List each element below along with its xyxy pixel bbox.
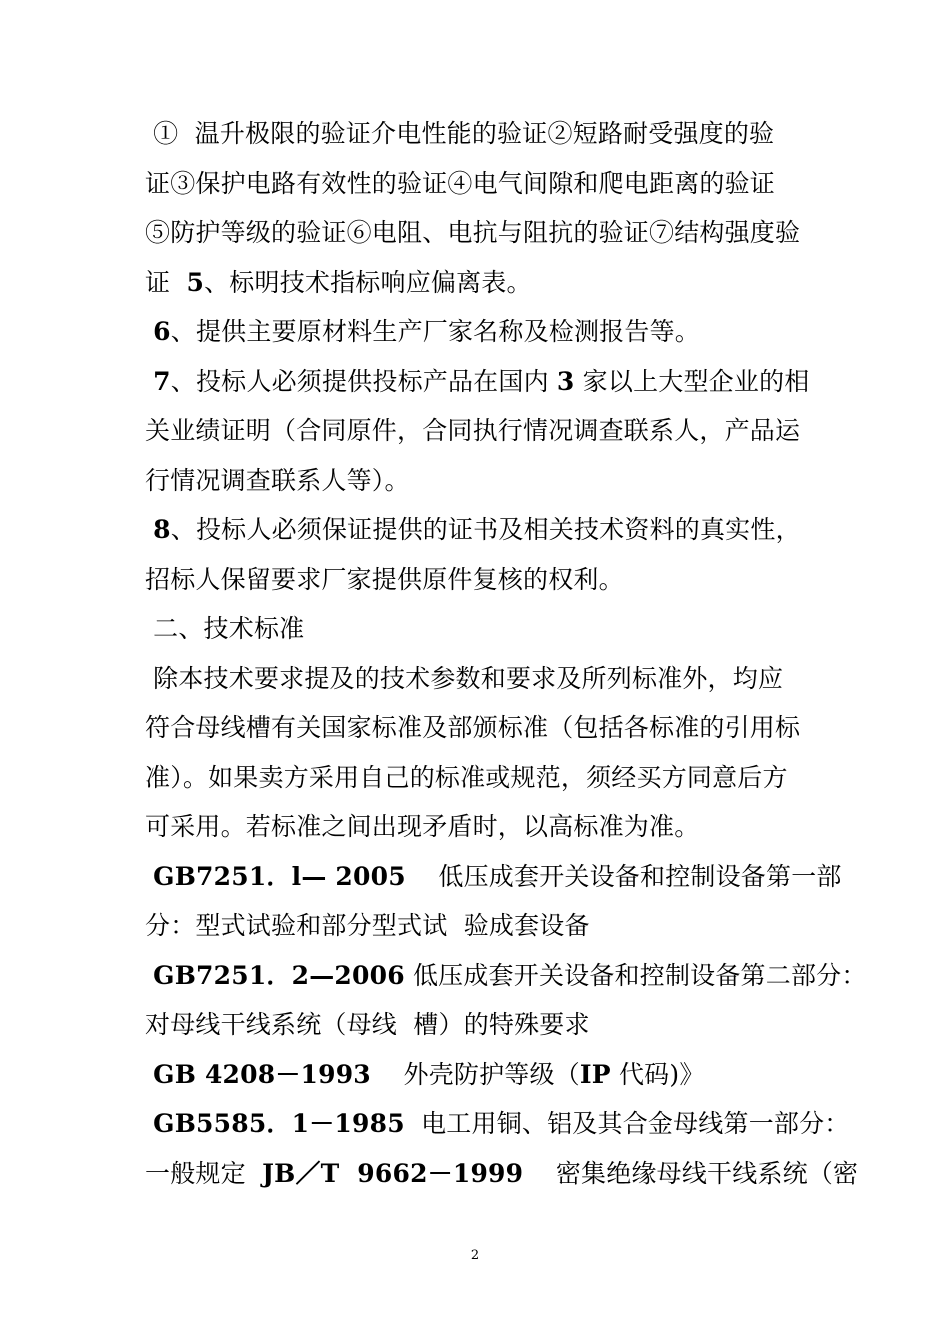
text-segment: 、提供主要原材料生产厂家名称及检测报告等。 bbox=[170, 317, 700, 346]
text-line bbox=[145, 414, 800, 448]
text-line bbox=[145, 612, 304, 646]
text-segment: 、标明技术指标响应偏离表。 bbox=[204, 268, 532, 297]
text-line bbox=[145, 117, 774, 151]
text-segment: 分：型式试验和部分型式试 验成套设备 bbox=[145, 911, 590, 940]
text-segment: 电工用铜、铝及其合金母线第一部分： bbox=[404, 1109, 850, 1138]
text-segment: 行情况调查联系人等）。 bbox=[145, 466, 410, 495]
text-line bbox=[145, 464, 410, 498]
text-segment: ⑤防护等级的验证⑥电阻、电抗与阻抗的验证⑦结构强度验 bbox=[145, 218, 801, 247]
bold-text-segment: 6 bbox=[153, 317, 171, 346]
text-segment bbox=[145, 961, 153, 990]
text-line bbox=[145, 315, 700, 349]
text-line bbox=[145, 909, 590, 943]
text-segment: 代码)》 bbox=[610, 1060, 705, 1089]
bold-text-segment: 3 bbox=[556, 367, 575, 396]
text-segment bbox=[145, 317, 153, 346]
text-line bbox=[145, 959, 867, 993]
text-segment: 可采用。若标准之间出现矛盾时，以高标准为准。 bbox=[145, 812, 700, 841]
text-segment: 二、技术标准 bbox=[145, 614, 305, 643]
text-segment: 、投标人必须保证提供的证书及相关技术资料的真实性， bbox=[170, 515, 801, 544]
text-segment bbox=[145, 1109, 153, 1138]
text-segment: 证 bbox=[145, 268, 187, 297]
bold-text-segment: GB7251．2—2006 bbox=[153, 961, 405, 990]
text-segment: 准）。如果卖方采用自己的标准或规范，须经买方同意后方 bbox=[145, 763, 788, 792]
text-segment bbox=[145, 515, 153, 544]
text-line bbox=[145, 810, 699, 844]
text-line bbox=[145, 1008, 590, 1042]
text-line bbox=[145, 711, 800, 745]
bold-text-segment: GB 4208－1993 bbox=[153, 1060, 371, 1089]
text-line bbox=[145, 1157, 858, 1191]
text-line bbox=[145, 1107, 850, 1141]
text-segment bbox=[145, 862, 153, 891]
text-line bbox=[145, 513, 801, 547]
text-line bbox=[145, 1058, 705, 1092]
bold-text-segment: 5 bbox=[186, 268, 205, 297]
text-line bbox=[145, 761, 788, 795]
text-segment: 外壳防护等级（ bbox=[370, 1060, 580, 1089]
text-segment: 关业绩证明（合同原件，合同执行情况调查联系人，产品运 bbox=[145, 416, 801, 445]
text-segment: ① 温升极限的验证介电性能的验证②短路耐受强度的验 bbox=[145, 119, 775, 148]
text-line bbox=[145, 365, 809, 399]
bold-text-segment: IP bbox=[579, 1060, 611, 1089]
text-segment: 证③保护电路有效性的验证④电气间隙和爬电距离的验证 bbox=[145, 169, 776, 198]
text-line bbox=[145, 860, 842, 894]
text-segment: 招标人保留要求厂家提供原件复核的权利。 bbox=[145, 565, 624, 594]
text-segment: 符合母线槽有关国家标准及部颁标准（包括各标准的引用标 bbox=[145, 713, 801, 742]
text-line bbox=[145, 662, 783, 696]
bold-text-segment: GB7251．l— 2005 bbox=[153, 862, 406, 891]
text-line bbox=[145, 563, 624, 597]
text-segment: 低压成套开关设备和控制设备第一部 bbox=[405, 862, 842, 891]
text-segment: 一般规定 bbox=[145, 1159, 263, 1188]
bold-text-segment: 7 bbox=[153, 367, 171, 396]
text-segment bbox=[145, 367, 153, 396]
bold-text-segment: 8 bbox=[153, 515, 171, 544]
text-segment: 家以上大型企业的相 bbox=[574, 367, 810, 396]
text-line bbox=[145, 167, 775, 201]
text-line bbox=[145, 266, 532, 300]
text-segment: 低压成套开关设备和控制设备第二部分： bbox=[404, 961, 867, 990]
bold-text-segment: GB5585．1－1985 bbox=[153, 1109, 405, 1138]
page-number: 2 bbox=[470, 1248, 480, 1263]
text-segment bbox=[145, 1060, 153, 1089]
text-segment: 密集绝缘母线干线系统（密 bbox=[523, 1159, 859, 1188]
text-segment: 对母线干线系统（母线 槽）的特殊要求 bbox=[145, 1010, 590, 1039]
text-segment: 、投标人必须提供投标产品在国内 bbox=[170, 367, 557, 396]
text-segment: 除本技术要求提及的技术参数和要求及所列标准外，均应 bbox=[145, 664, 784, 693]
bold-text-segment: JB／T 9662－1999 bbox=[262, 1159, 524, 1188]
text-line bbox=[145, 216, 800, 250]
